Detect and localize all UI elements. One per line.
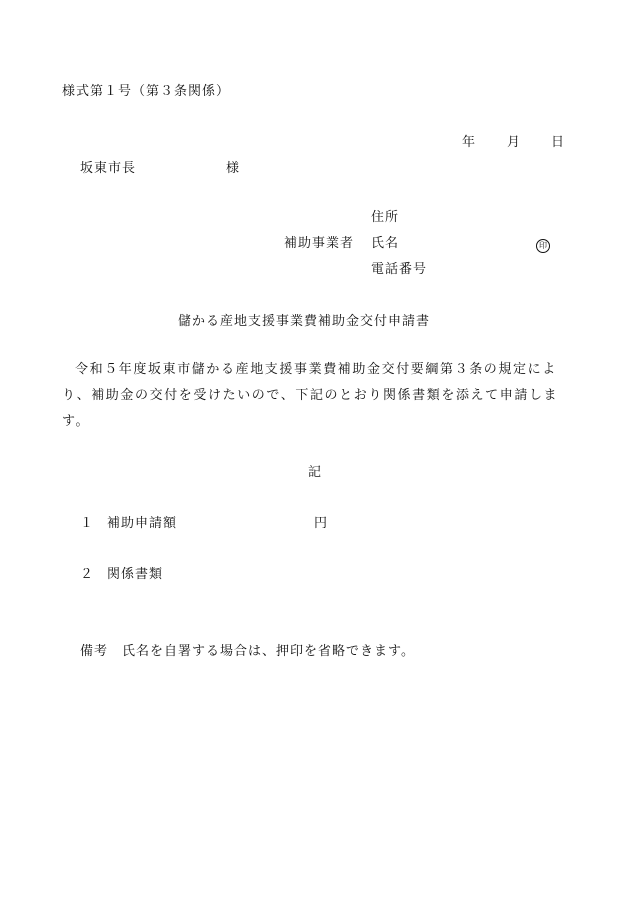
seal-mark: 印 — [536, 239, 550, 253]
document-title: 儲かる産地支援事業費補助金交付申請書 — [178, 314, 431, 329]
date-day: 日 — [551, 135, 565, 150]
body-paragraph: 令和５年度坂東市儲かる産地支援事業費補助金交付要綱第３条の規定により、補助金の交付を受けたいので、下記のとおり関係書類を添えて申請します。 — [62, 362, 559, 429]
addressee-honorific: 様 — [226, 161, 240, 176]
item-number: １ — [80, 516, 94, 531]
item-number: ２ — [80, 567, 94, 582]
form-number: 様式第１号（第３条関係） — [62, 84, 231, 99]
ki-label: 記 — [308, 465, 322, 480]
remarks-label: 備考 — [80, 644, 109, 659]
date-month: 月 — [507, 135, 521, 150]
date-year: 年 — [462, 135, 476, 150]
address-label: 住所 — [371, 210, 400, 225]
seal-mark-icon — [536, 237, 550, 253]
item-label: 関係書類 — [107, 567, 164, 582]
applicant-role-label: 補助事業者 — [284, 236, 355, 251]
remarks-text: 氏名を自署する場合は、押印を省略できます。 — [122, 644, 415, 659]
item-label: 補助申請額 — [107, 516, 178, 531]
name-label: 氏名 — [371, 236, 400, 251]
item-unit: 円 — [314, 516, 328, 531]
phone-label: 電話番号 — [371, 262, 428, 277]
addressee-name: 坂東市長 — [80, 161, 137, 176]
